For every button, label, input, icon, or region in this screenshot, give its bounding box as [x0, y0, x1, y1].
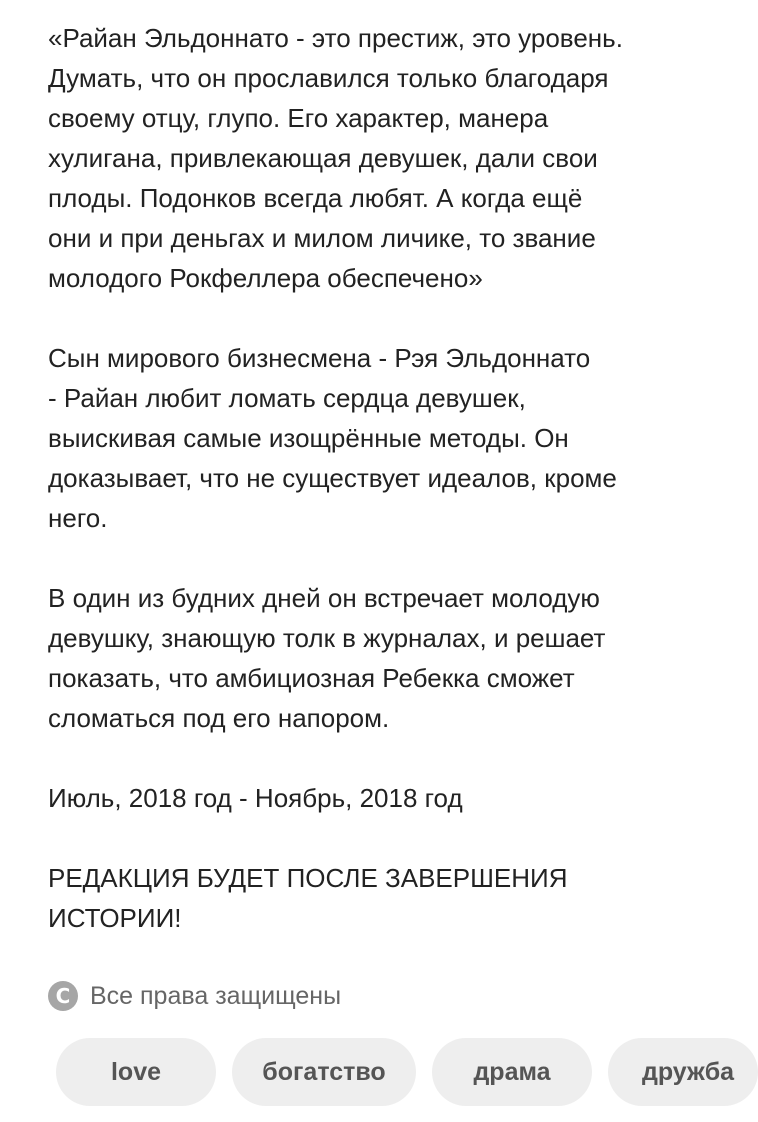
description-paragraph-3: В один из будних дней он встречает молодую девушку, знающую толк в журналах, и решает показать, что амбициозная Ребекка сможет сломаться под его напором. [48, 583, 606, 733]
tag-love[interactable]: love [56, 1038, 216, 1106]
description-paragraph-2: Сын мирового бизнесмена - Рэя Эльдоннато - Райан любит ломать сердца девушек, выискивая самые изощрённые методы. Он доказывает, что не существует идеалов, кроме него. [48, 343, 617, 533]
tag-list[interactable] [56, 1038, 735, 1106]
copyright-text: Все права защищены [90, 981, 342, 1010]
story-description [48, 18, 688, 938]
tag-bogatstvo[interactable]: богатство [232, 1038, 416, 1106]
editing-notice: РЕДАКЦИЯ БУДЕТ ПОСЛЕ ЗАВЕРШЕНИЯ ИСТОРИИ! [48, 863, 568, 933]
tag-track [56, 1038, 758, 1106]
tag-druzhba[interactable]: дружба [608, 1038, 758, 1106]
description-paragraph-1: «Райан Эльдоннато - это престиж, это уровень. Думать, что он прославился только благодаря своему отцу, глупо. Его характер, манера хулигана, привлекающая девушек, дали свои плоды. Подонков всегда любят. А когда ещё они и при деньгах и милом личике, то звание молодого Рокфеллера обеспечено» [48, 23, 623, 293]
copyright-notice [48, 978, 341, 1014]
publication-dates: Июль, 2018 год - Ноябрь, 2018 год [48, 783, 463, 813]
tag-drama[interactable]: драма [432, 1038, 592, 1106]
copyright-icon: C [48, 981, 78, 1011]
